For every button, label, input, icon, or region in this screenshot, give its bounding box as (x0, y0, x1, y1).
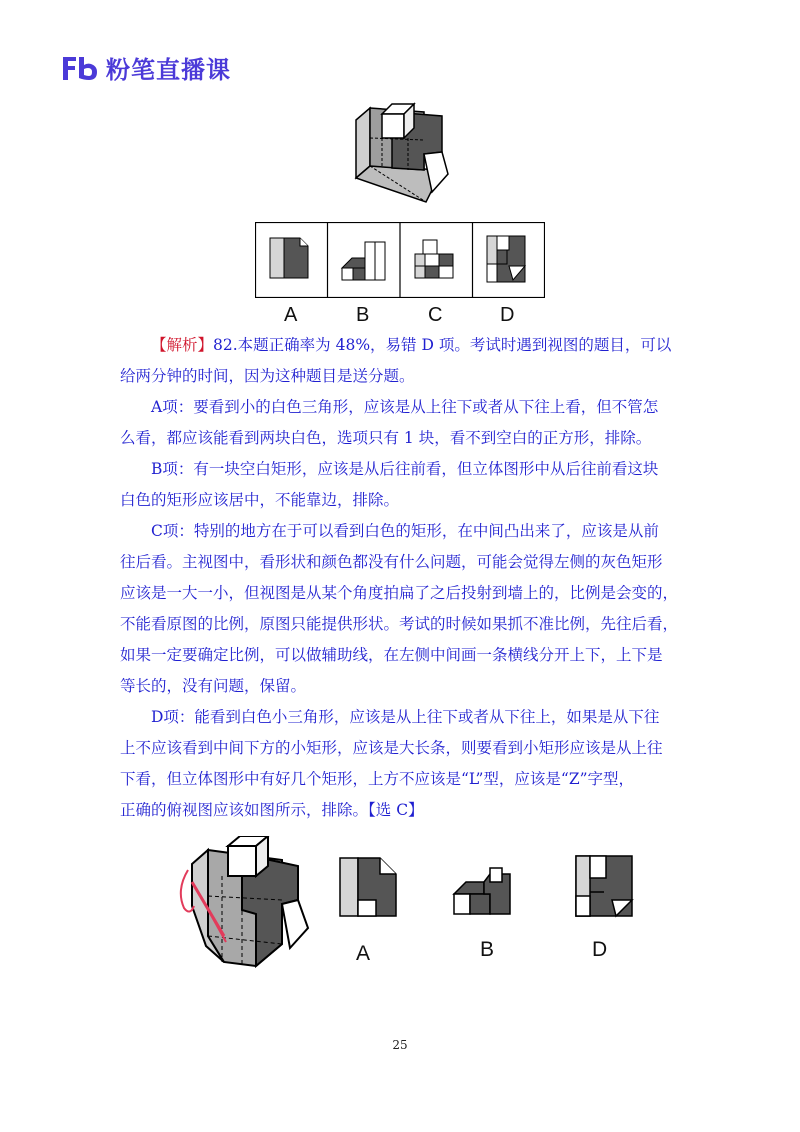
analysis-option-d (120, 702, 685, 826)
option-d-text: 正确的俯视图应该如图所示，排除。 (120, 801, 369, 819)
option-d-text: D项：能看到白色小三角形，应该是从上往下或者从下往上，如果是从下往 (151, 708, 660, 726)
analysis-bracket: 【解析】 (151, 336, 214, 354)
option-b-text: B项：有一块空白矩形，应该是从后往前看，但立体图形中从后往前看这块 (151, 460, 659, 478)
page-number: 25 (392, 1038, 408, 1052)
answer-choice: 【选 C】 (368, 801, 424, 819)
option-label-a: A (284, 304, 298, 326)
analysis-option-b (120, 454, 685, 516)
option-a-text: 么看，都应该能看到两块白色，选项只有 1 块，看不到空白的正方形，排除。 (120, 429, 652, 447)
brand-logo (60, 50, 231, 85)
analysis-intro-line: 82.本题正确率为 48%，易错 D 项。考试时遇到视图的题目，可以 (213, 336, 672, 354)
answer-view-b (452, 866, 512, 916)
analysis-option-a (120, 392, 685, 454)
option-d-text: 上不应该看到中间下方的小矩形，应该是大长条，则要看到小矩形应该是从上往 (120, 739, 663, 757)
option-label-d: D (500, 304, 515, 326)
option-c-text: C项：特别的地方在于可以看到白色的矩形，在中间凸出来了，应该是从前 (151, 522, 659, 540)
option-c-text: 不能看原图的比例，原图只能提供形状。考试的时候如果抓不准比例，先往后看， (120, 615, 679, 633)
fb-logo-icon (60, 53, 100, 83)
option-label-b: B (356, 304, 370, 326)
answer-label-d: D (592, 938, 608, 961)
option-c-text: 如果一定要确定比例，可以做辅助线，在左侧中间画一条横线分开上下，上下是 (120, 646, 663, 664)
option-b-text: 白色的矩形应该居中，不能靠边，排除。 (120, 491, 400, 509)
analysis-intro-line: 给两分钟的时间，因为这种题目是送分题。 (120, 367, 415, 385)
answer-label-a: A (356, 942, 371, 965)
options-panel (255, 222, 545, 298)
option-label-c: C (428, 304, 443, 326)
option-d-view (487, 236, 525, 282)
question-cube-figure (352, 98, 462, 204)
option-a-text: A项：要看到小的白色三角形，应该是从上往下或者从下往上看，但不管怎 (151, 398, 659, 416)
analysis-intro (120, 330, 685, 392)
brand-name: 粉笔直播课 (106, 56, 231, 84)
option-d-text: 下看，但立体图形中有好几个矩形，上方不应该是“L”型，应该是“Z”字型， (120, 770, 635, 788)
option-a-view (270, 238, 308, 278)
annotated-cube-figure (172, 836, 312, 970)
answer-view-d (574, 854, 634, 918)
option-c-text: 往后看。主视图中，看形状和颜色都没有什么问题，可能会觉得左侧的灰色矩形 (120, 553, 663, 571)
option-c-text: 应该是一大一小，但视图是从某个角度拍扁了之后投射到墙上的，比例是会变的， (120, 584, 679, 602)
option-c-text: 等长的，没有问题，保留。 (120, 677, 307, 695)
answer-label-b: B (480, 938, 495, 961)
analysis-option-c (120, 516, 685, 702)
answer-view-a (338, 856, 398, 918)
